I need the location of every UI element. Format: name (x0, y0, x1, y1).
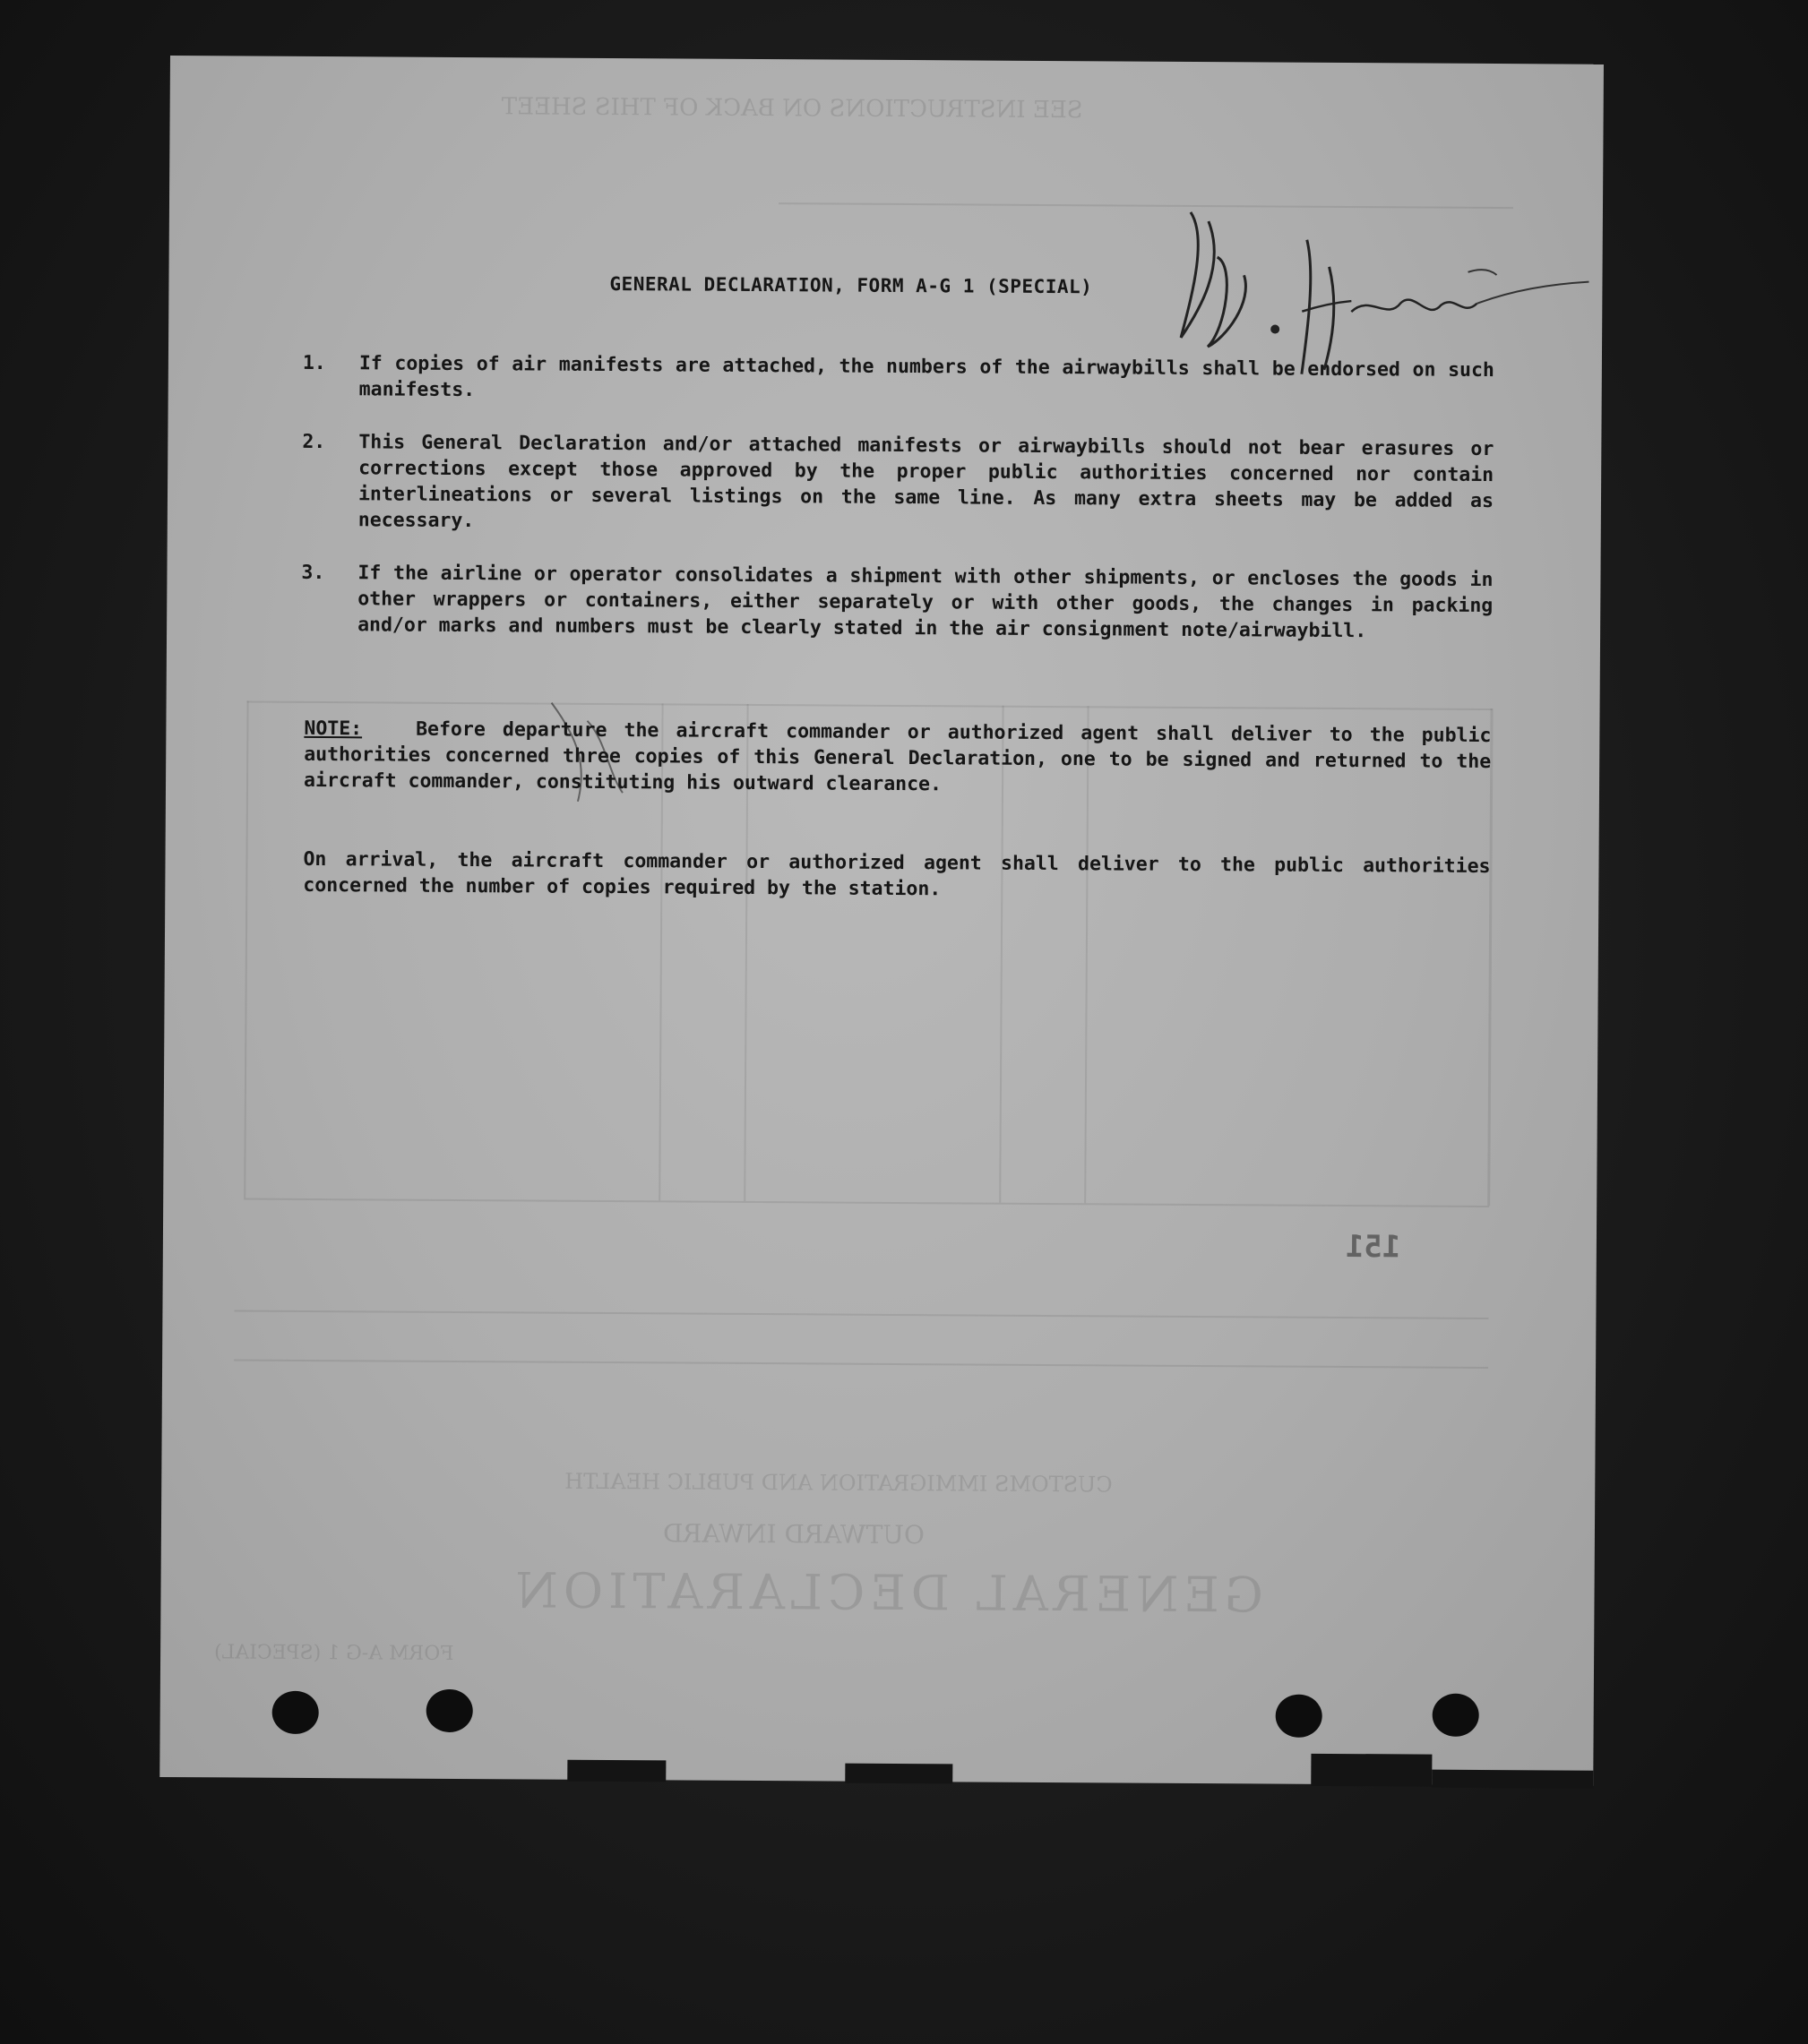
bleed-through-heading: GENERAL DECLARATION (510, 1562, 1264, 1624)
torn-edge (845, 1764, 952, 1784)
bleed-through-rule (234, 1310, 1488, 1319)
note-text: Before departure the aircraft commander or authorized agent shall deliver to the public authorities concerned three copies of this General Declaration, one to be signed and returned to the aircraft commander, constituting his outward clearance. (303, 717, 1492, 796)
instruction-number: 2. (302, 430, 326, 454)
handwritten-signature (1172, 203, 1594, 385)
torn-edge (567, 1760, 666, 1782)
bleed-through-line: CUSTOMS IMMIGRATION AND PUBLIC HEALTH (564, 1468, 1113, 1498)
document-page (159, 56, 1604, 1786)
punch-hole (426, 1689, 473, 1732)
punch-hole (1276, 1695, 1322, 1738)
punch-hole (1433, 1694, 1479, 1737)
instruction-text: If the airline or operator consolidates a shipment with other shipments, or encloses the goods in other wrappers or containers, either separately or with other goods, the changes in packing and/or marks and numbers must be clearly stated in the air consignment note/airwaybill. (357, 562, 1494, 643)
bleed-through-header: SEE INSTRUCTIONS ON BACK OF THIS SHEET (501, 93, 1083, 125)
instruction-item-2 (302, 429, 1494, 540)
bleed-through-form-label: FORM A-G 1 (SPECIAL) (214, 1641, 454, 1665)
arrival-paragraph: On arrival, the aircraft commander or authorized agent shall deliver to the public authorities concerned the number of copies required by the station. (303, 847, 1491, 901)
bleed-through-rule (244, 1198, 1489, 1207)
bleed-through-subheading: OUTWARD INWARD (662, 1518, 925, 1550)
torn-edge (1432, 1770, 1593, 1789)
instruction-item-3 (301, 560, 1494, 645)
bleed-through-rule (244, 701, 248, 1198)
form-title: GENERAL DECLARATION, FORM A-G 1 (SPECIAL) (609, 273, 1093, 298)
stamp-number: 151 (1345, 1229, 1401, 1266)
instruction-text: This General Declaration and/or attached manifests or airwaybills should not bear erasures or corrections except those approved by the proper public authorities concerned nor contain interlineations or several listings on the same line. As many extra sheets may be added as necessary. (357, 431, 1494, 533)
pencil-mark (524, 684, 659, 820)
bleed-through-rule (247, 701, 1493, 710)
torn-edge (1311, 1754, 1432, 1787)
note-paragraph (304, 716, 1492, 801)
bleed-through-rule (234, 1359, 1488, 1369)
note-label: NOTE: (304, 717, 363, 741)
punch-hole (272, 1691, 319, 1734)
instruction-text: If copies of air manifests are attached, the numbers of the airwaybills shall be endorsed on such manifests. (358, 352, 1494, 402)
instruction-number: 3. (301, 561, 325, 585)
instruction-number: 1. (302, 351, 326, 375)
